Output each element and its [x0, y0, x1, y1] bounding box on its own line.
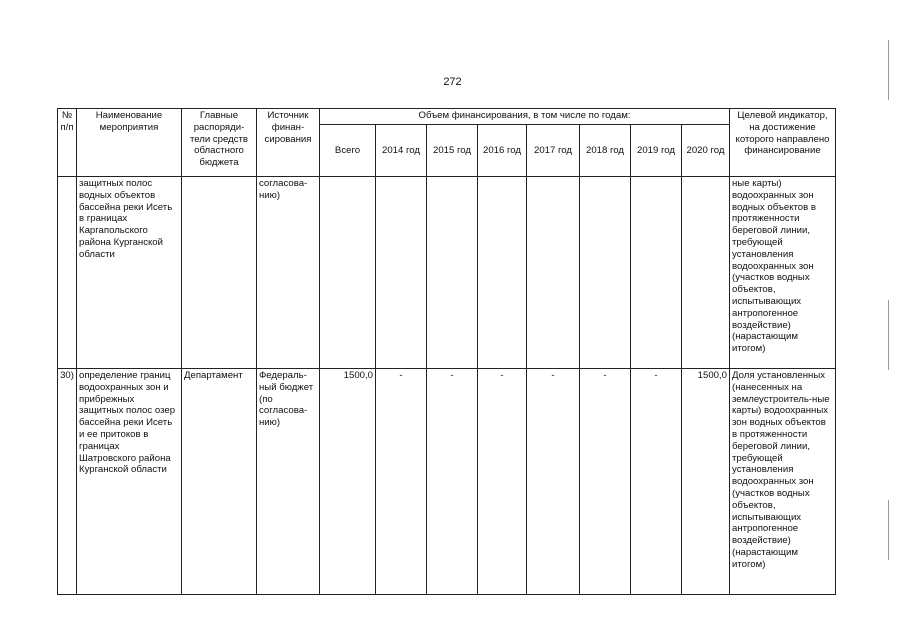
header-year: 2019 год	[631, 125, 682, 177]
row-no	[58, 177, 77, 369]
header-managers: Главные распоряди-тели средств областного бюджета	[182, 109, 257, 177]
row-year	[682, 177, 730, 369]
scan-margin-mark	[888, 300, 889, 370]
row-name: определение границ водоохранных зон и прибрежных защитных полос озер бассейна реки Исеть и ее притоков в границах Шатровского района Курганской области	[77, 369, 182, 595]
row-total: 1500,0	[320, 369, 376, 595]
header-indicator: Целевой индикатор, на достижение которого направлено финансирование	[730, 109, 836, 177]
row-manager: Департамент	[182, 369, 257, 595]
header-name: Наименование мероприятия	[77, 109, 182, 177]
row-year	[478, 177, 527, 369]
funding-table	[57, 108, 836, 595]
row-year: -	[580, 369, 631, 595]
scan-margin-mark	[888, 40, 889, 100]
scan-margin-mark	[888, 500, 889, 560]
header-year: 2020 год	[682, 125, 730, 177]
row-year: -	[478, 369, 527, 595]
row-year	[631, 177, 682, 369]
row-year	[376, 177, 427, 369]
header-source: Источник финан-сирования	[257, 109, 320, 177]
header-year: 2015 год	[427, 125, 478, 177]
row-year	[580, 177, 631, 369]
table-row	[58, 177, 836, 369]
row-indicator: ные карты) водоохранных зон водных объектов в протяженности береговой линии, требующей установления водоохранных зон (участков водных объектов, испытывающих антропогенное воздействие) (нарастающим итогом)	[730, 177, 836, 369]
header-total: Всего	[320, 125, 376, 177]
row-manager	[182, 177, 257, 369]
row-year: 1500,0	[682, 369, 730, 595]
row-year: -	[376, 369, 427, 595]
row-total	[320, 177, 376, 369]
header-year: 2014 год	[376, 125, 427, 177]
header-funding: Объем финансирования, в том числе по годам:	[320, 109, 730, 125]
header-year: 2018 год	[580, 125, 631, 177]
row-year: -	[427, 369, 478, 595]
row-name: защитных полос водных объектов бассейна реки Исеть в границах Каргапольского района Курганской области	[77, 177, 182, 369]
row-source: согласова-нию)	[257, 177, 320, 369]
row-indicator: Доля установленных (нанесенных на землеустроитель-ные карты) водоохранных зон водных объектов в протяженности береговой линии, требующей установления водоохранных зон (участков водных объектов, испытывающих антропогенное воздействие) (нарастающим итогом)	[730, 369, 836, 595]
header-year: 2016 год	[478, 125, 527, 177]
page-number: 272	[443, 76, 462, 88]
header-year: 2017 год	[527, 125, 580, 177]
row-year: -	[631, 369, 682, 595]
header-no: № п/п	[58, 109, 77, 177]
row-year: -	[527, 369, 580, 595]
row-year	[527, 177, 580, 369]
row-year	[427, 177, 478, 369]
row-source: Федераль-ный бюджет (по согласова-нию)	[257, 369, 320, 595]
table-row	[58, 369, 836, 595]
row-no: 30)	[58, 369, 77, 595]
